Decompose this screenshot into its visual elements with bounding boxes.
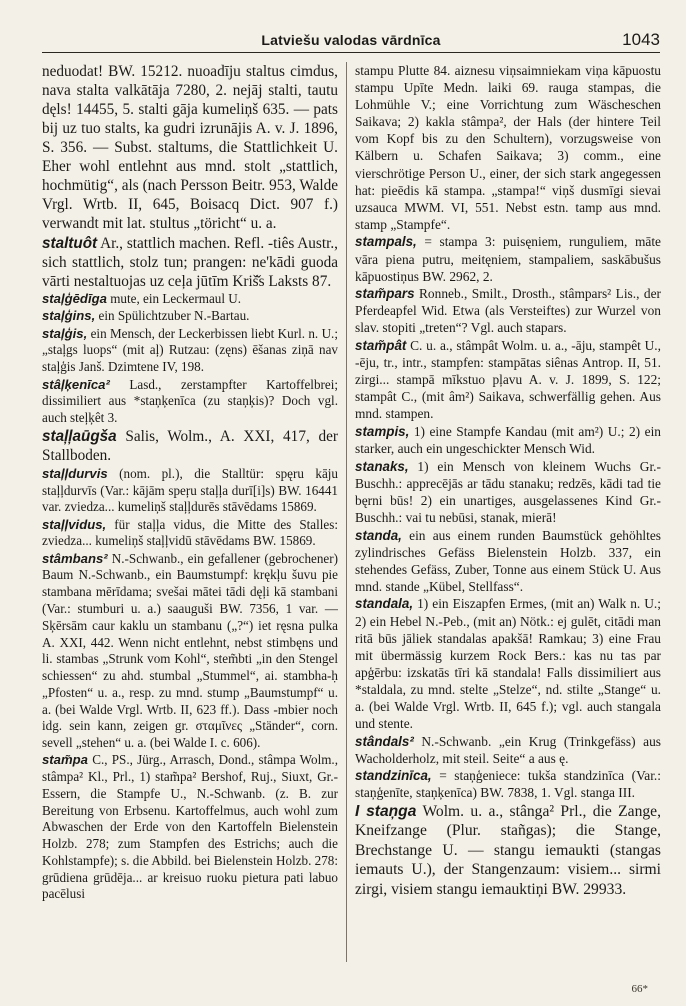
entry-headword: standa, bbox=[355, 527, 402, 543]
entry-headword: staļļaūgša bbox=[42, 428, 117, 446]
running-title: Latviešu valodas vārdnīca bbox=[261, 32, 441, 48]
entry-headword: staļļdurvis bbox=[42, 465, 108, 481]
dictionary-entry bbox=[42, 291, 338, 308]
signature-mark: 66* bbox=[631, 983, 648, 995]
dictionary-entry bbox=[355, 802, 661, 899]
entry-headword: staļģēdīga bbox=[42, 291, 107, 307]
dictionary-entry bbox=[42, 234, 338, 291]
dictionary-entry bbox=[42, 466, 338, 516]
dictionary-entry bbox=[355, 595, 661, 732]
entry-text: N.-Schwanb. „ein Krug (Trinkgefäss) aus Wacholderholz, mit steil. Seite“ a aus ę. bbox=[355, 733, 661, 766]
entry-text: 1) ein Mensch von kleinem Wuchs Gr.-Buschh.: apprecējās ar tādu stanaku; redzēs, kādi tad tie bęrni būs! 2) ein unartiges, ausgelassenes Kind Gr.-Buschh.: vai tu nebūsi, stanak, mierā! bbox=[355, 458, 661, 525]
entry-text: ein aus einem runden Baumstück gehöhltes zylindrisches Gefäss Bielenstein Holzb. 337, ein stehendes Gefäss, Zuber, Tonne aus einem Stück U. Aus mnd. stande „Kübel, Stellfass“. bbox=[355, 527, 661, 594]
right-column bbox=[355, 62, 661, 962]
dictionary-entry bbox=[42, 326, 338, 376]
entry-text: Ronneb., Smilt., Drosth., stâmpars² Lis., der Pferdeapfel Wid. Etwa (als Versteiftes) zur Wurzel von slav. stopiti „treten“? Vgl. auch stapars. bbox=[355, 286, 661, 336]
entry-text: = stampa 3: puisęniem, runguliem, māte vāra piena putru, meitęniem, stampaliem, saskābušus kāpuostiņus BW. 2962, 2. bbox=[355, 234, 661, 284]
dictionary-entry bbox=[355, 733, 661, 767]
dictionary-entry bbox=[42, 551, 338, 752]
entry-headword: stam̃pât bbox=[355, 338, 407, 353]
entry-headword: staļģis, bbox=[42, 325, 88, 341]
entry-text: Ar., stattlich machen. Refl. -tiês Austr., sich stattlich, stolz tun; prangen: ne'kādi guoda vārti nestaltuojas uz ceļa jūtīm Kriš̌s Laksts 87. bbox=[42, 234, 338, 290]
entry-headword: stam̃pars bbox=[355, 286, 415, 302]
entry-headword: standala, bbox=[355, 596, 414, 612]
entry-headword: stâļķenīca² bbox=[42, 376, 110, 392]
entry-text: N.-Schwanb., ein gefallener (gebrochener) Baum N.-Schwanb., ein Baumstumpf: krękļu šuvu pie stambana mērīdama; svešai mātei tādi dęļi kā stambani (Var.: stumburi u. a.) saauguši BW. 7356, 1 var. — Sķērsām caur kaklu un stambanu („?“) iet ręsna pulka A. XXI, 442. Wenn nicht entlehnt, nebst stimbęns und li. stambas „Strunk vom Kohl“, stem̃bti „in den Stengel schiessen“ zu ahd. stumbal „Stummel“, ai. stambha-ḥ „Pfosten“ u. a., resp. zu mnd. stump „Baumstumpf“ u. a. (bei Walde Vrgl. Wrtb. II, 623 ff.). Dass -mbier noch idg. sein kann, zeigen gr. σταμῖνες „Ständer“, corn. sevell „stehen“ u. a. (bei Walde I. c. 606). bbox=[42, 550, 338, 751]
entry-headword: stanaks, bbox=[355, 458, 409, 474]
entry-text: C. u. a., stâmpât Wolm. u. a., -āju, stampêt U., -ēju, tr., intr., stampfen: stampātas siênas Antrop. II, 51. zirgi... stampā mīkstuo pļavu A. v. J. 1899, S. 122; stampât C., (mit âm²) Saikava, schwerfällig gehen. Aus mnd. stampen. bbox=[355, 338, 661, 422]
entry-text: für staļļa vidus, die Mitte des Stalles: zviedza... kumeliņš staļļvidū stāvēdams BW. 15869. bbox=[42, 516, 338, 549]
page-header bbox=[42, 30, 660, 53]
dictionary-entry bbox=[42, 427, 338, 465]
entry-text: Salis, Wolm., A. XXI, 417, der Stallboden. bbox=[42, 428, 338, 465]
dictionary-entry bbox=[42, 752, 338, 903]
left-column bbox=[42, 62, 338, 962]
dictionary-entry bbox=[355, 285, 661, 336]
dictionary-entry bbox=[355, 423, 661, 457]
entry-headword: staļļvidus, bbox=[42, 516, 107, 532]
entry-headword: stampis, bbox=[355, 423, 410, 439]
entry-text: ein Mensch, der Leckerbissen liebt Kurl. n. U.; „staļgs luops“ (mit aļ) Rutzau: (zęns) ēšanas ziņā nav staļģis Janš. Dzimtene IV, 198. bbox=[42, 325, 338, 375]
dictionary-entry bbox=[355, 62, 661, 233]
dictionary-entry bbox=[42, 62, 338, 233]
dictionary-entry bbox=[42, 308, 338, 325]
page-number: 1043 bbox=[622, 30, 660, 49]
dictionary-entry bbox=[355, 337, 661, 422]
entry-text: Wolm. u. a., stânga² Prl., die Zange, Kneifzange (Plur. stañgas); die Stange, Brechstange U. — stangu iemaukti (stangas iemauts U.), der Stangenzaum: visiem... sirmi zirgi, visiem stangu iemauktiņi BW. 29933. bbox=[355, 803, 661, 898]
dictionary-entry bbox=[42, 377, 338, 427]
entry-headword: stam̃pa bbox=[42, 752, 88, 768]
entry-text: = staņģeniece: tukša standzinīca (Var.: staņģenīte, staņķenīca) BW. 7838, 1. Vgl. stanga III. bbox=[355, 768, 661, 801]
entry-headword: I staņga bbox=[355, 803, 417, 821]
entry-text: (nom. pl.), die Stalltür: spęru kāju staļļdurvīs (Var.: kājām speŗu staļļa durī[i]s) BW. 16441 var. zviedza... kumeliņš staļļdurēs stāvēdams 15869. bbox=[42, 465, 338, 515]
dictionary-entry bbox=[355, 527, 661, 595]
entry-headword: standzinīca, bbox=[355, 768, 432, 784]
dictionary-entry bbox=[355, 458, 661, 526]
entry-text: Lasd., zerstampfter Kartoffelbrei; dissimiliert aus *staņķenīca (zu staņķis)? Doch vgl. auch steļķêt 3. bbox=[42, 376, 338, 426]
entry-text: 1) ein Eiszapfen Ermes, (mit an) Walk n. U.; 2) ein Hebel N.-Peb., (mit an) Nötk.: ej gulēt, citādi man ritā būs jāliek standalas apakšā! Ramkau; 3) eine Frau mit übermässig kurzem Rock Bers.: kas nu tas par apģērbu: izskatās tīri kā standala! Falls dissimiliert aus *staldala, zu mnd. stelte „Stelze“, nd. stilte „Stange“ u. a. (bei Walde Vrgl. Wrtb. II, 645 f.); vgl. auch stangala und stente. bbox=[355, 596, 661, 732]
dictionary-entry bbox=[42, 517, 338, 551]
entry-headword: stampals, bbox=[355, 234, 417, 250]
entry-headword: staltuôt bbox=[42, 234, 98, 252]
entry-headword: stândals² bbox=[355, 733, 414, 749]
entry-text: stampu Plutte 84. aiznesu viņsaimniekam viņa kāpuostu stampu Upīte Medn. laiki 69. rauga stampas, die Lohmühle V.; eine Vorrichtung zum Wäscheschen Saikava; 2) kakla stâmpa², der Hals (der hintere Teil vom Kopf bis zu den Schultern), vorzugsweise von Kälbern u. Schafen Saikava; 3) comm., eine vierschrötige Person U., einer, der sich stark angegessen hat: pieēdis kā stampa. „stampa!“ viņš dusmīgi sievai uzsauca MWM. VI, 551. Nebst estn. tamp aus mnd. stamp „Stampfe“. bbox=[355, 63, 661, 232]
dictionary-entry bbox=[355, 233, 661, 284]
entry-text: 1) eine Stampfe Kandau (mit am²) U.; 2) ein starker, auch ein ungeschickter Mensch Wid. bbox=[355, 423, 661, 457]
entry-headword: stâmbans² bbox=[42, 550, 108, 566]
column-divider bbox=[346, 62, 347, 962]
entry-headword: staļģins, bbox=[42, 308, 96, 324]
entry-text: ein Spülichtzuber N.-Bartau. bbox=[95, 308, 250, 324]
dictionary-entry bbox=[355, 767, 661, 801]
entry-text: C., PS., Jürg., Arrasch, Dond., stâmpa Wolm., stâmpa² Kl., Prl., 1) stam̃pa² Bershof, Ruj., Siuxt, Gr.-Essern, die Stampfe U., N.-Schwanb. (z. B. zur Bereitung von Erbsenu. Kartoffelmus, auch wohl zum Abwaschen der Erde von den Kartoffeln Bielenstein Holzb. 278; zum Stampfen des Estrichs; auch die Kohlstampfe); s. die Abbild. bei Bielenstein Holzb. 278: grūdiena grūdēja... ar kreisuo ruoku pietura pati labuo pacēlusi bbox=[42, 752, 338, 902]
entry-text: neduodat! BW. 15212. nuoadīju staltus cimdus, nava stalta valkātāja 7280, 2. nejāj stalti, tautu dęls! 14455, 5. stalti gāja kumeliņš 635. — pats bij uz tuo stalts, ka gudri izrunājis A. v. J. 1896, S. 356. — Subst. staltums, die Stattlichkeit U. Eher wohl entlehnt aus mnd. stolt „stattlich, hochmütig“, als (nach Persson Beitr. 953, Walde Vrgl. Wrtb. II, 645, Boisacq Dict. 907 f.) verwandt mit lat. stultus „töricht“ u. a. bbox=[42, 63, 338, 233]
entry-text: mute, ein Leckermaul U. bbox=[106, 291, 242, 307]
